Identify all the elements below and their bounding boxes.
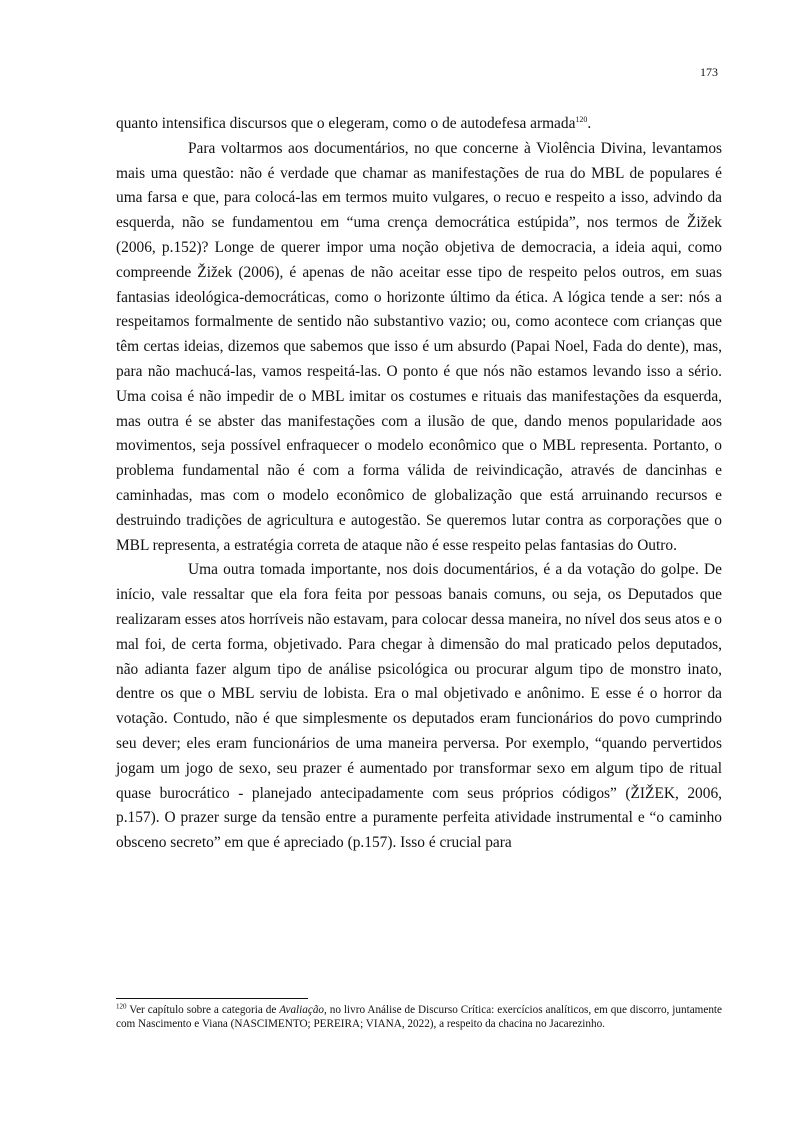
footnote-reference-120[interactable]: 120 xyxy=(575,114,588,124)
footnote-text-start: Ver capítulo sobre a categoria de xyxy=(126,1004,280,1016)
paragraph-2: Para voltarmos aos documentários, no que concerne à Violência Divina, levantamos mais uma questão: não é verdade que chamar as manifestações de rua do MBL de populares é uma farsa e que, para colocá-las em termos muito vulgares, o recuo e respeito a isso, advindo da esquerda, não se fundamentou em “uma crença democrática estúpida”, nos termos de Žižek (2006, p.152)? Longe de querer impor uma noção objetiva de democracia, a ideia aqui, como compreende Žižek (2006), é apenas de não aceitar esse tipo de respeito pelos outros, em suas fantasias ideológica-democráticas, como o horizonte último da ética. A lógica tende a ser: nós a respeitamos formalmente de sentido não substantivo vazio; ou, como acontece com crianças que têm certas ideias, dizemos que sabemos que isso é um absurdo (Papai Noel, Fada do dente), mas, para não machucá-las, vamos respeitá-las. O ponto é que nós não estamos levando isso a sério. Uma coisa é não impedir de o MBL imitar os costumes e rituais das manifestações da esquerda, mas outra é se abster das manifestações com a ilusão de que, dando menos popularidade aos movimentos, seja possível enfraquecer o modelo econômico que o MBL representa. Portanto, o problema fundamental não é com a forma válida de reivindicação, através de dancinhas e caminhadas, mas com o modelo econômico de globalização que está arruinando recursos e destruindo tradições de agricultura e autogestão. Se queremos lutar contra as corporações que o MBL representa, a estratégia correta de ataque não é esse respeito pelas fantasias do Outro. xyxy=(116,139,722,554)
footnote-120 xyxy=(116,1004,722,1031)
paragraph-1-text: quanto intensifica discursos que o elegeram, como o de autodefesa armada xyxy=(116,115,576,132)
footnote-number: 120 xyxy=(116,1002,127,1011)
page-number: 173 xyxy=(700,65,718,79)
footnote-italic-term: Avaliação xyxy=(279,1004,325,1016)
paragraph-1-end: . xyxy=(587,115,592,132)
paragraph-3: Uma outra tomada importante, nos dois documentários, é a da votação do golpe. De início, vale ressaltar que ela fora feita por pessoas banais comuns, ou seja, os Deputados que realizaram esses atos horríveis não estavam, para colocar dessa maneira, no nível dos seus atos e o mal foi, de certa forma, objetivado. Para chegar à dimensão do mal praticado pelos deputados, não adianta fazer algum tipo de análise psicológica ou procurar algum tipo de monstro inato, dentre os que o MBL serviu de lobista. Era o mal objetivado e anônimo. E esse é o horror da votação. Contudo, não é que simplesmente os deputados eram funcionários do povo cumprindo seu dever; eles eram funcionários de uma maneira perversa. Por exemplo, “quando pervertidos jogam um jogo de sexo, seu prazer é aumentado por transformar sexo em algum tipo de ritual quase burocrático - planejado antecipadamente com seus próprios códigos” (ŽIŽEK, 2006, p.157). O prazer surge da tensão entre a puramente perfeita atividade instrumental e “o caminho obsceno secreto” em que é apreciado (p.157). Isso é crucial para xyxy=(116,561,722,852)
body-text xyxy=(116,112,722,856)
footnote-text-end: , no livro Análise de Discurso Crítica: exercícios analíticos, em que discorro, juntamente com Nascimento e Viana (NASCIMENTO; PEREIRA; VIANA, 2022), a respeito da chacina no Jacarezinho. xyxy=(116,1004,722,1030)
paragraph-1 xyxy=(116,112,722,137)
footnote-separator xyxy=(116,998,308,999)
